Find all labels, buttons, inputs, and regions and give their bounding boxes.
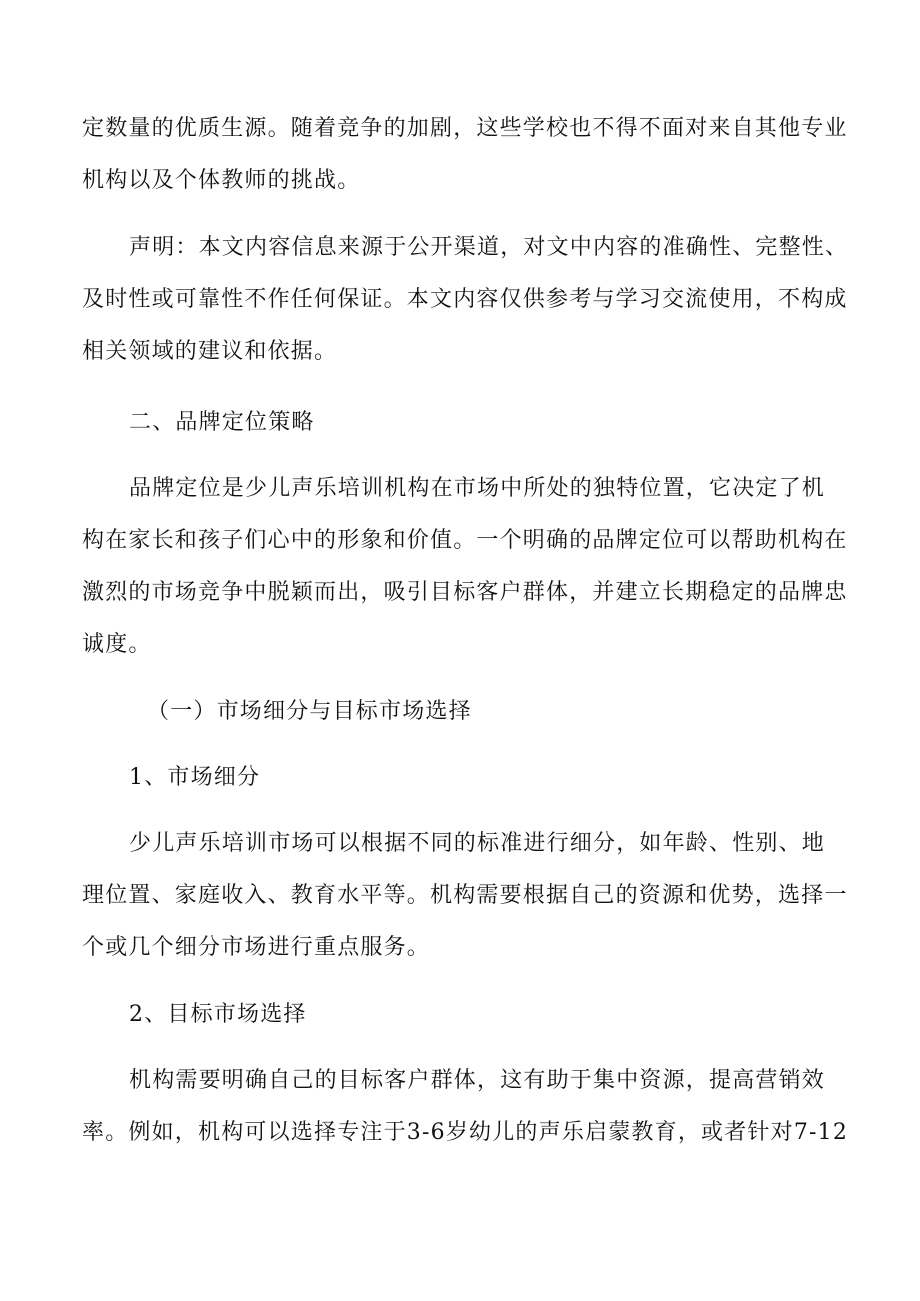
disclaimer-line: 及时性或可靠性不作任何保证。本文内容仅供参考与学习交流使用，不构成 [82, 287, 848, 312]
paragraph-line: 理位置、家庭收入、教育水平等。机构需要根据自己的资源和优势，选择一 [82, 883, 848, 908]
disclaimer-line: 相关领域的建议和依据。 [82, 339, 338, 364]
paragraph-line: 定数量的优质生源。随着竞争的加剧，这些学校也不得不面对来自其他专业 [82, 116, 848, 141]
paragraph-line: 构在家长和孩子们心中的形象和价值。一个明确的品牌定位可以帮助机构在 [82, 528, 848, 553]
subsection-heading: （一）市场细分与目标市场选择 [147, 699, 472, 724]
item-heading: 2、目标市场选择 [129, 1002, 307, 1027]
paragraph-line: 机构以及个体教师的挑战。 [82, 168, 361, 193]
paragraph-line: 激烈的市场竞争中脱颖而出，吸引目标客户群体，并建立长期稳定的品牌忠 [82, 580, 848, 605]
paragraph-line: 机构需要明确自己的目标客户群体，这有助于集中资源，提高营销效 [129, 1068, 826, 1093]
paragraph-line: 少儿声乐培训市场可以根据不同的标准进行细分，如年龄、性别、地 [129, 831, 826, 856]
section-heading: 二、品牌定位策略 [129, 410, 315, 435]
paragraph-line: 品牌定位是少儿声乐培训机构在市场中所处的独特位置，它决定了机 [129, 476, 826, 501]
disclaimer-line: 声明：本文内容信息来源于公开渠道，对文中内容的准确性、完整性、 [129, 235, 849, 260]
paragraph-line: 诚度。 [82, 632, 152, 657]
paragraph-line: 率。例如，机构可以选择专注于3-6岁幼儿的声乐启蒙教育，或者针对7-12 [82, 1120, 849, 1145]
paragraph-line: 个或几个细分市场进行重点服务。 [82, 935, 431, 960]
item-heading: 1、市场细分 [129, 765, 261, 790]
